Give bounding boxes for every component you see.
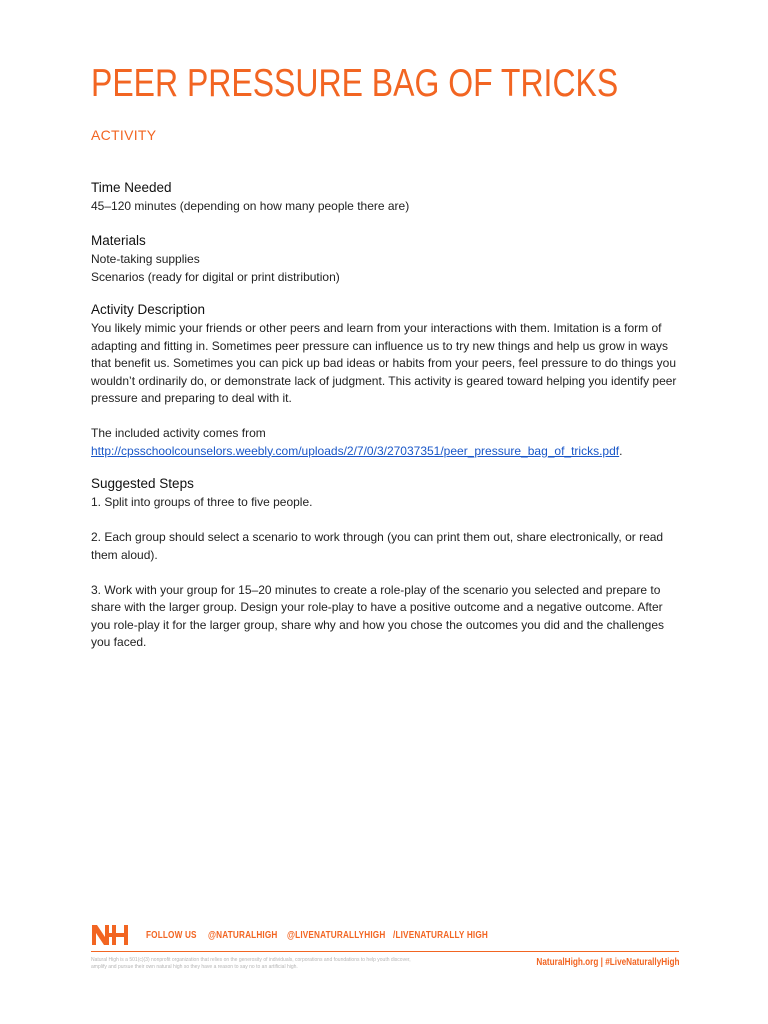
footer-site-link[interactable]: NaturalHigh.org | #LiveNaturallyHigh bbox=[535, 957, 679, 968]
footer-divider bbox=[91, 951, 679, 952]
page-title: PEER PRESSURE BAG OF TRICKS bbox=[91, 62, 619, 105]
source-period: . bbox=[619, 443, 623, 458]
suggested-steps-heading: Suggested Steps bbox=[91, 476, 194, 491]
suggested-steps-section bbox=[91, 476, 681, 652]
source-line bbox=[91, 443, 681, 461]
social-handle-facebook[interactable]: /LIVENATURALLY HIGH bbox=[393, 930, 489, 941]
time-needed-text: 45–120 minutes (depending on how many people there are) bbox=[91, 199, 410, 213]
follow-us-label: FOLLOW US bbox=[146, 930, 197, 941]
activity-description-section bbox=[91, 302, 681, 460]
step-item: 2. Each group should select a scenario to work through (you can print them out, share electronically, or read them aloud). bbox=[91, 530, 664, 562]
activity-description-paragraph: You likely mimic your friends or other peers and learn from your interactions with them. Imitation is a form of adapting and fitting in. Sometimes peer pressure can influence us to try new things and help us grow in ways that benefit us. Sometimes you can pick up bad ideas or habits from your peers, feel pressure to do things you wouldn’t ordinarily do, or demonstrate lack of judgment. This activity is geared toward helping you identify peer pressure and preparing to deal with it. bbox=[91, 321, 677, 405]
activity-description-heading: Activity Description bbox=[91, 302, 206, 317]
materials-section bbox=[91, 233, 681, 286]
social-handle-twitter[interactable]: @NATURALHIGH bbox=[208, 930, 278, 941]
materials-item: Scenarios (ready for digital or print distribution) bbox=[91, 269, 340, 284]
footer-fineprint: Natural High is a 501(c)(3) nonprofit organization that relies on the generosity of individuals, corporations and foundations to help youth discover, amplify and pursue their own natural high so they have a reason to say no to an artificial high. bbox=[91, 957, 411, 970]
materials-item: Note-taking supplies bbox=[91, 252, 200, 266]
step-item: 1. Split into groups of three to five people. bbox=[91, 495, 313, 509]
source-intro: The included activity comes from bbox=[91, 426, 266, 440]
time-needed-heading: Time Needed bbox=[91, 180, 172, 195]
step-item: 3. Work with your group for 15–20 minutes to create a role-play of the scenario you selected and prepare to share with the larger group. Design your role-play to have a positive outcome and a negative outcome. After you role-play it for the larger group, share why and how you chose the outcomes you did and the challenges you faced. bbox=[91, 582, 665, 649]
time-needed-section bbox=[91, 180, 681, 216]
materials-heading: Materials bbox=[91, 233, 146, 248]
natural-high-logo bbox=[91, 924, 133, 951]
source-link[interactable]: http://cpsschoolcounselors.weebly.com/uploads/2/7/0/3/27037351/peer_pressure_bag_of_tricks.pdf bbox=[91, 443, 620, 458]
page-subtitle: ACTIVITY bbox=[91, 127, 157, 143]
social-handle-instagram[interactable]: @LIVENATURALLYHIGH bbox=[287, 930, 386, 941]
